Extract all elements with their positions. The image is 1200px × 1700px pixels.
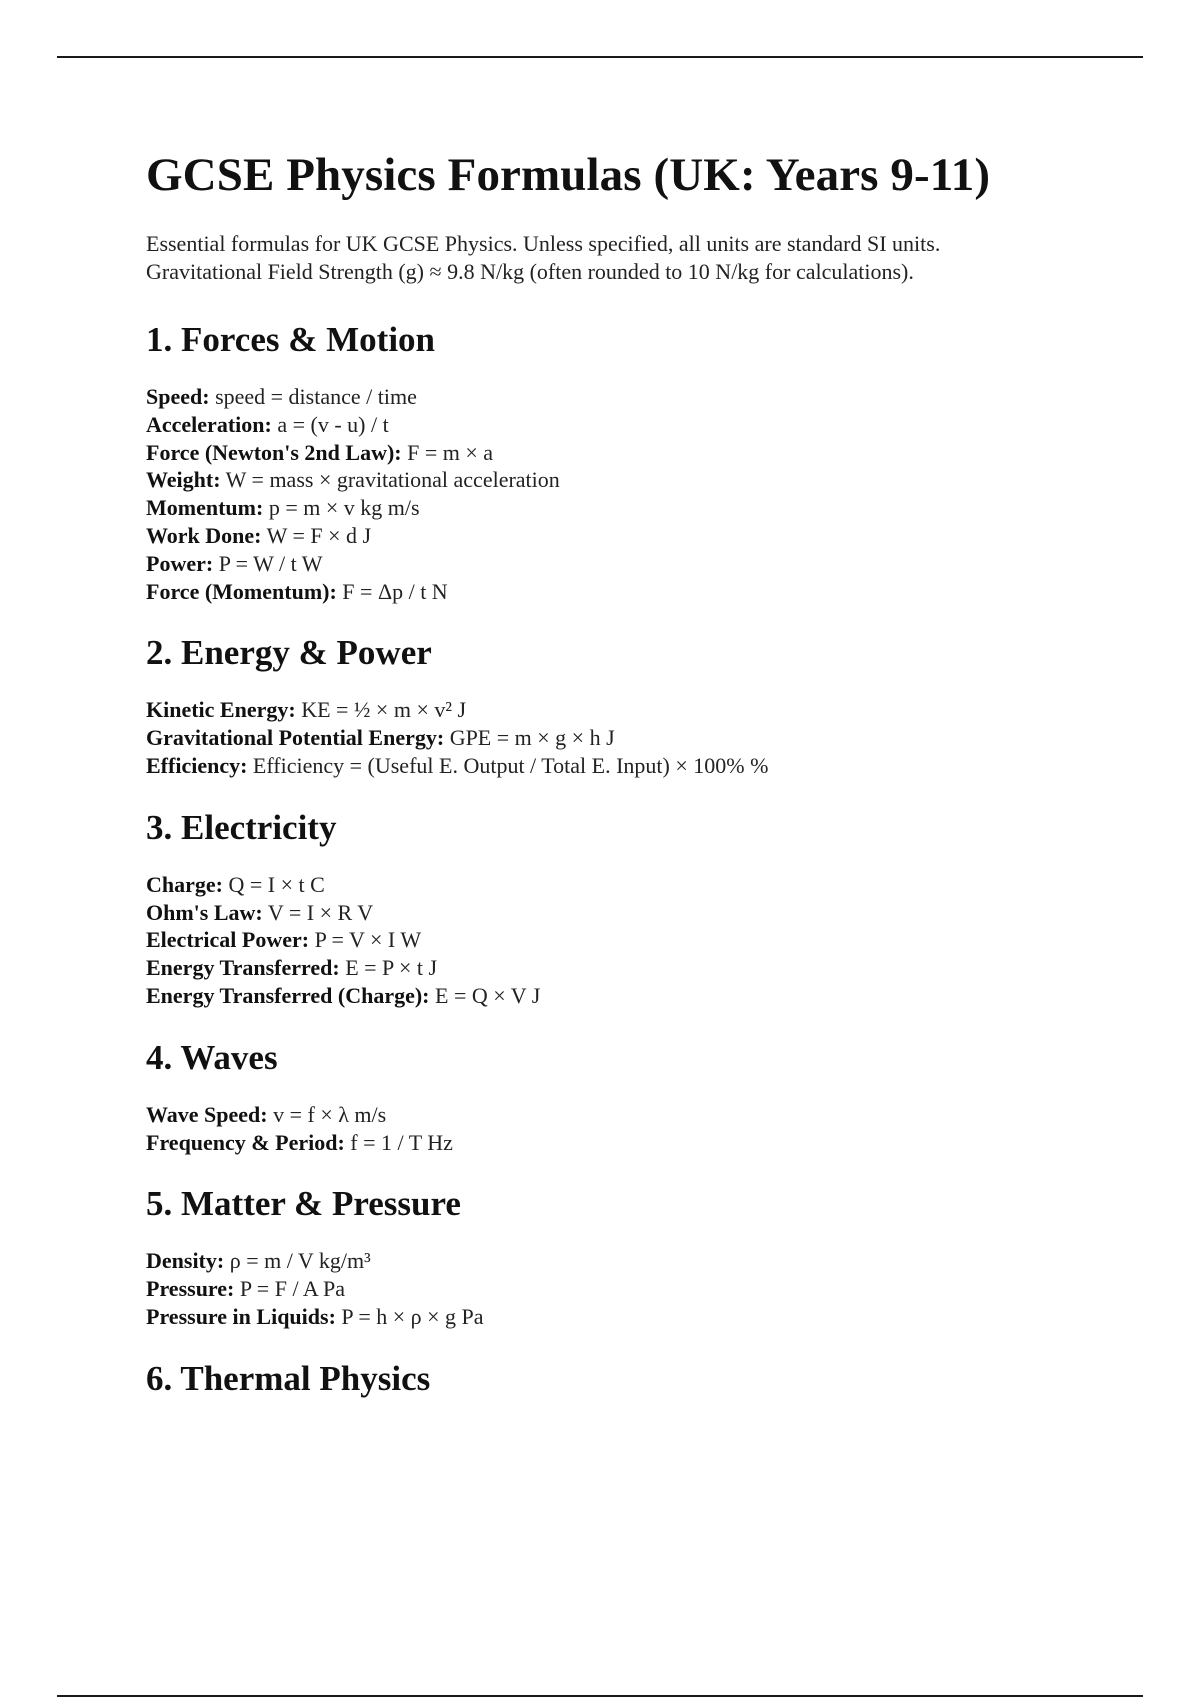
formula-item bbox=[146, 522, 1146, 550]
section-heading: 6. Thermal Physics bbox=[146, 1358, 431, 1398]
formula-expression: V = I × R V bbox=[262, 899, 374, 925]
bottom-rule bbox=[57, 1695, 1143, 1697]
formula-item bbox=[146, 578, 1146, 606]
formula-label: Charge: bbox=[146, 871, 223, 897]
formula-expression: v = f × λ m/s bbox=[267, 1101, 387, 1127]
formula-expression: KE = ½ × m × v² J bbox=[295, 697, 467, 723]
page-title: GCSE Physics Formulas (UK: Years 9-11) bbox=[146, 149, 991, 201]
formula-label: Frequency & Period: bbox=[146, 1129, 345, 1155]
section-heading: 3. Electricity bbox=[146, 807, 337, 847]
intro bbox=[146, 230, 1146, 286]
section-heading: 4. Waves bbox=[146, 1037, 278, 1077]
formula-expression: E = Q × V J bbox=[429, 982, 541, 1008]
formula-label: Efficiency: bbox=[146, 752, 248, 778]
formula-label: Energy Transferred: bbox=[146, 955, 340, 981]
formula-expression: E = P × t J bbox=[339, 955, 438, 981]
formula-label: Work Done: bbox=[146, 522, 262, 548]
formula-list bbox=[146, 1101, 1146, 1157]
formula-list bbox=[146, 871, 1146, 1010]
formula-label: Wave Speed: bbox=[146, 1101, 268, 1127]
formula-expression: P = W / t W bbox=[213, 550, 323, 576]
formula-expression: F = Δp / t N bbox=[336, 578, 448, 604]
formula-expression: GPE = m × g × h J bbox=[444, 725, 615, 751]
formula-expression: W = mass × gravitational acceleration bbox=[220, 467, 560, 493]
formula-item bbox=[146, 724, 1146, 752]
formula-label: Power: bbox=[146, 550, 214, 576]
formula-expression: Efficiency = (Useful E. Output / Total E. Input) × 100% % bbox=[247, 752, 769, 778]
formula-item bbox=[146, 466, 1146, 494]
top-rule bbox=[57, 56, 1143, 58]
formula-expression: Q = I × t C bbox=[222, 871, 325, 897]
formula-label: Pressure in Liquids: bbox=[146, 1303, 336, 1329]
formula-item bbox=[146, 1247, 1146, 1275]
formula-item bbox=[146, 871, 1146, 899]
formula-item bbox=[146, 550, 1146, 578]
section bbox=[146, 806, 1146, 1010]
formula-label: Acceleration: bbox=[146, 411, 272, 437]
formula-expression: P = h × ρ × g Pa bbox=[335, 1303, 484, 1329]
section-heading: 2. Energy & Power bbox=[146, 633, 432, 673]
formula-expression: P = V × I W bbox=[309, 927, 422, 953]
formula-label: Kinetic Energy: bbox=[146, 697, 296, 723]
section-heading: 5. Matter & Pressure bbox=[146, 1184, 461, 1224]
intro-line: Gravitational Field Strength (g) ≈ 9.8 N/kg (often rounded to 10 N/kg for calculations). bbox=[146, 259, 914, 284]
formula-item bbox=[146, 954, 1146, 982]
section bbox=[146, 631, 1146, 779]
formula-label: Density: bbox=[146, 1248, 225, 1274]
formula-item bbox=[146, 982, 1146, 1010]
section bbox=[146, 1182, 1146, 1330]
formula-expression: f = 1 / T Hz bbox=[344, 1129, 453, 1155]
formula-list bbox=[146, 1247, 1146, 1330]
formula-list bbox=[146, 383, 1146, 605]
formula-label: Pressure: bbox=[146, 1276, 235, 1302]
formula-label: Momentum: bbox=[146, 495, 264, 521]
sections-container bbox=[146, 318, 1146, 1401]
formula-item bbox=[146, 899, 1146, 927]
section-heading: 1. Forces & Motion bbox=[146, 320, 436, 359]
formula-label: Force (Momentum): bbox=[146, 578, 337, 604]
formula-expression: speed = distance / time bbox=[209, 384, 417, 409]
formula-expression: a = (v - u) / t bbox=[271, 411, 389, 437]
formula-item bbox=[146, 411, 1146, 439]
formula-item bbox=[146, 1129, 1146, 1157]
formula-item bbox=[146, 439, 1146, 467]
formula-item bbox=[146, 383, 1146, 411]
formula-expression: p = m × v kg m/s bbox=[263, 495, 420, 521]
formula-expression: P = F / A Pa bbox=[234, 1276, 346, 1302]
formula-item bbox=[146, 1275, 1146, 1303]
formula-expression: W = F × d J bbox=[261, 522, 372, 548]
formula-item bbox=[146, 926, 1146, 954]
formula-label: Energy Transferred (Charge): bbox=[146, 982, 430, 1008]
formula-label: Force (Newton's 2nd Law): bbox=[146, 439, 402, 465]
formula-item bbox=[146, 752, 1146, 780]
formula-label: Speed: bbox=[146, 384, 210, 409]
formula-expression: ρ = m / V kg/m³ bbox=[224, 1248, 371, 1274]
formula-expression: F = m × a bbox=[401, 439, 494, 465]
section bbox=[146, 1357, 1146, 1401]
formula-label: Electrical Power: bbox=[146, 927, 310, 953]
formula-item bbox=[146, 494, 1146, 522]
formula-list bbox=[146, 696, 1146, 779]
section bbox=[146, 1036, 1146, 1157]
section bbox=[146, 318, 1146, 605]
formula-label: Ohm's Law: bbox=[146, 899, 263, 925]
document-body bbox=[146, 142, 1146, 1401]
formula-label: Gravitational Potential Energy: bbox=[146, 725, 445, 751]
formula-item bbox=[146, 1101, 1146, 1129]
formula-item bbox=[146, 696, 1146, 724]
formula-label: Weight: bbox=[146, 467, 221, 493]
intro-line: Essential formulas for UK GCSE Physics. Unless specified, all units are standard SI units. bbox=[146, 231, 941, 256]
formula-item bbox=[146, 1303, 1146, 1331]
